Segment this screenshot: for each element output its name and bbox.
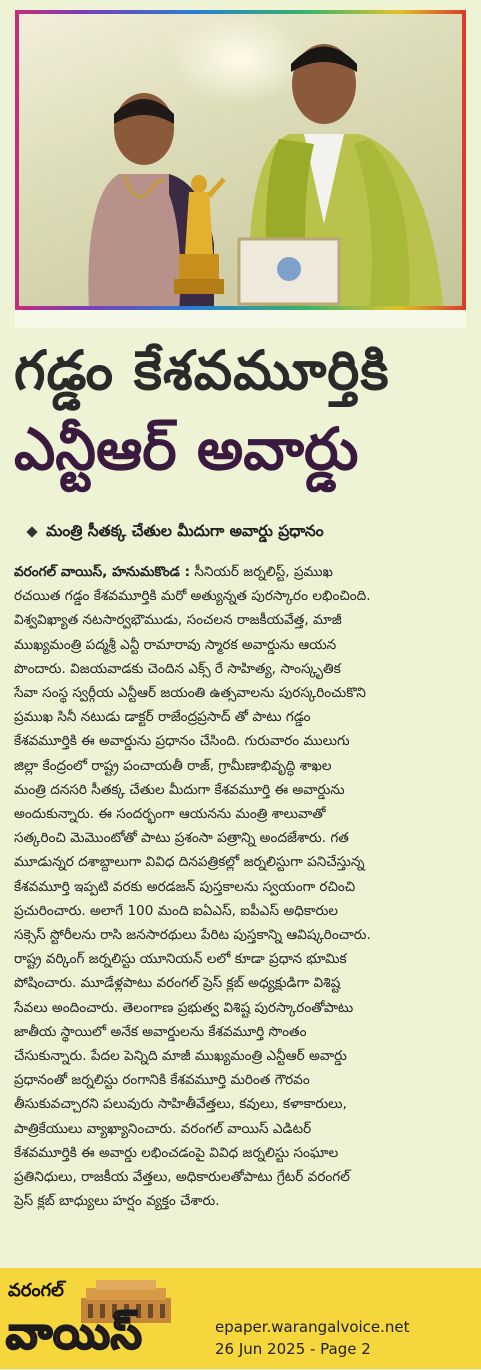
article-line-text: కేశవమూర్తికి ఈ అవార్డు లభించడంపై వివిధ జర్నలిస్టు సంఘాల bbox=[14, 1144, 339, 1161]
article-line bbox=[14, 899, 469, 923]
article-line-text: కేశవమూర్తి ఇప్పటి వరకు అరడజన్ పుస్తకాలను స్వయంగా రచించి bbox=[14, 878, 356, 895]
article-line bbox=[14, 1189, 469, 1213]
article-line-text: అందుకున్నారు. ఈ సందర్భంగా ఆయనను మంత్రి శాలువాతో bbox=[14, 806, 326, 823]
article-line-text: పోషించారు. మూడేళ్లపాటు వరంగల్ ప్రెస్ క్లబ్ అధ్యక్షుడిగా విశిష్ట bbox=[14, 975, 341, 992]
logo-small-text: వరంగల్ bbox=[8, 1280, 64, 1301]
article-line-text: జాతీయ స్థాయిలో అనేక అవార్డులను కేశవమూర్తి సొంతం bbox=[14, 1023, 307, 1040]
article-line-text: ముఖ్యమంత్రి పద్మశ్రీ ఎన్టీ రామారావు స్మారక అవార్డును ఆయన bbox=[14, 636, 337, 653]
article-line bbox=[14, 729, 469, 753]
article-line bbox=[14, 608, 469, 632]
article-line-text: ప్రతినిధులు, రాజకీయ వేత్తలు, అధికారులతోపాటు గ్రేటర్ వరంగల్ bbox=[14, 1169, 350, 1186]
article-line-text: కేశవమూర్తికి ఈ అవార్డును ప్రధానం చేసింది. గురువారం ములుగు bbox=[14, 733, 350, 750]
article-line-text: రచయిత గడ్డం కేశవమూర్తికి మరో అత్యున్నత పురస్కారం లభించింది. bbox=[14, 588, 371, 605]
article-line-text: చేసుకున్నారు. పేదల పెన్నిది మాజీ ముఖ్యమంత్రి ఎన్టీఆర్ అవార్డు bbox=[14, 1048, 347, 1065]
article-line-text: సక్సెస్ స్టోరీలను రాసి జనసారథులు పేరిట పుస్తకాన్ని ఆవిష్కరించారు. bbox=[14, 927, 371, 944]
article-line bbox=[14, 633, 469, 657]
epaper-url[interactable]: epaper.warangalvoice.net bbox=[215, 1318, 410, 1336]
page-info: 26 Jun 2025 - Page 2 bbox=[215, 1340, 371, 1358]
article-line-text: సీనియర్ జర్నలిస్ట్, ప్రముఖ bbox=[190, 564, 333, 580]
article-line bbox=[14, 681, 469, 705]
diamond-bullet-icon bbox=[26, 526, 37, 537]
article-line bbox=[14, 875, 469, 899]
article-line-text: సేవా సంస్థ స్వర్గీయ ఎన్టీఆర్ జయంతి ఉత్సవాలను పురస్కరించుకొని bbox=[14, 685, 366, 702]
article-line bbox=[14, 1117, 469, 1141]
man-figure bbox=[229, 24, 459, 306]
article-line bbox=[14, 802, 469, 826]
footer bbox=[0, 1268, 481, 1369]
article-line-text: ప్రముఖ సినీ నటుడు డాక్టర్ రాజేంద్రప్రసాద్ తో పాటు గడ్డం bbox=[14, 709, 311, 726]
headline-line-2: ఎన్టీఆర్ అవార్డు bbox=[14, 415, 359, 483]
publication-logo bbox=[6, 1274, 196, 1364]
article-line bbox=[14, 705, 469, 729]
article-line bbox=[14, 584, 469, 608]
article-line bbox=[14, 1165, 469, 1189]
article-line bbox=[14, 1092, 469, 1116]
subheadline-text: మంత్రి సీతక్క చేతుల మీదుగా అవార్డు ప్రధానం bbox=[46, 522, 324, 540]
article-line bbox=[14, 923, 469, 947]
article-line bbox=[14, 754, 469, 778]
photo-caption-area bbox=[15, 310, 466, 328]
article-line bbox=[14, 1068, 469, 1092]
article-line bbox=[14, 1044, 469, 1068]
article-body bbox=[14, 560, 469, 1213]
article-line bbox=[14, 947, 469, 971]
article-line-text: విశ్వవిఖ్యాత నటసార్వభౌముడు, సంచలన రాజకీయవేత్త, మాజీ bbox=[14, 612, 342, 629]
news-photo-frame bbox=[15, 10, 466, 310]
article-line bbox=[14, 1020, 469, 1044]
subheadline bbox=[28, 522, 468, 544]
article-line-text: మంత్రి దనసరి సీతక్క చేతుల మీదుగా కేశవమూర్తి ఈ అవార్డును bbox=[14, 781, 345, 798]
headline-line-1: గడ్డం కేశవమూర్తికి bbox=[14, 339, 390, 402]
article-line bbox=[14, 996, 469, 1020]
article-line bbox=[14, 778, 469, 802]
headline bbox=[14, 335, 469, 491]
article-line bbox=[14, 850, 469, 874]
article-line-text: తీసుకువచ్చారని పలువురు సాహితీవేత్తలు, కవులు, కళాకారులు, bbox=[14, 1096, 347, 1113]
article-line bbox=[14, 657, 469, 681]
article-line-text: సేవలు అందించారు. తెలంగాణ ప్రభుత్వ విశిష్ట పురస్కారంతోపాటు bbox=[14, 999, 354, 1016]
news-photo bbox=[19, 14, 462, 306]
article-line-text: ప్రచురించారు. అలాగే 100 మంది ఐఏఎస్, ఐపీఎస్ అధికారుల bbox=[14, 902, 339, 919]
article-line-text: సత్కరించి మెమొంటోతో పాటు ప్రశంసా పత్రాన్ని అందజేశారు. గత bbox=[14, 830, 349, 847]
article-line-text: ప్రధానంతో జర్నలిస్టు రంగానికి కేశవమూర్తి మరింత గౌరవం bbox=[14, 1072, 310, 1089]
article-line-text: రాష్ట్ర వర్కింగ్ జర్నలిస్టు యూనియన్ లలో కూడా ప్రధాన భూమిక bbox=[14, 951, 347, 968]
article-line-text: పాత్రికేయులు వ్యాఖ్యానించారు. వరంగల్ వాయిస్ ఎడిటర్ bbox=[14, 1120, 312, 1137]
article-line bbox=[14, 560, 469, 584]
trophy-icon bbox=[169, 174, 229, 299]
article-line bbox=[14, 1141, 469, 1165]
article-line-text: పొందారు. విజయవాడకు చెందిన ఎక్స్ రే సాహిత్య, సాంస్కృతిక bbox=[14, 660, 341, 677]
article-line-text: జిల్లా కేంద్రంలో రాష్ట్ర పంచాయతీ రాజ్, గ్రామీణాభివృద్ధి శాఖల bbox=[14, 757, 332, 774]
article-line bbox=[14, 971, 469, 995]
dateline: వరంగల్ వాయిస్, హనుమకొండ : bbox=[14, 564, 191, 580]
logo-big-text: వాయిస్ bbox=[6, 1308, 143, 1359]
article-line-text: మూడున్నర దశాబ్దాలుగా వివిధ దినపత్రికల్లో జర్నలిస్టుగా పనిచేస్తున్న bbox=[14, 854, 365, 871]
article-line-text: ప్రెస్ క్లబ్ బాధ్యులు హర్షం వ్యక్తం చేశారు. bbox=[14, 1193, 220, 1210]
article-line bbox=[14, 826, 469, 850]
